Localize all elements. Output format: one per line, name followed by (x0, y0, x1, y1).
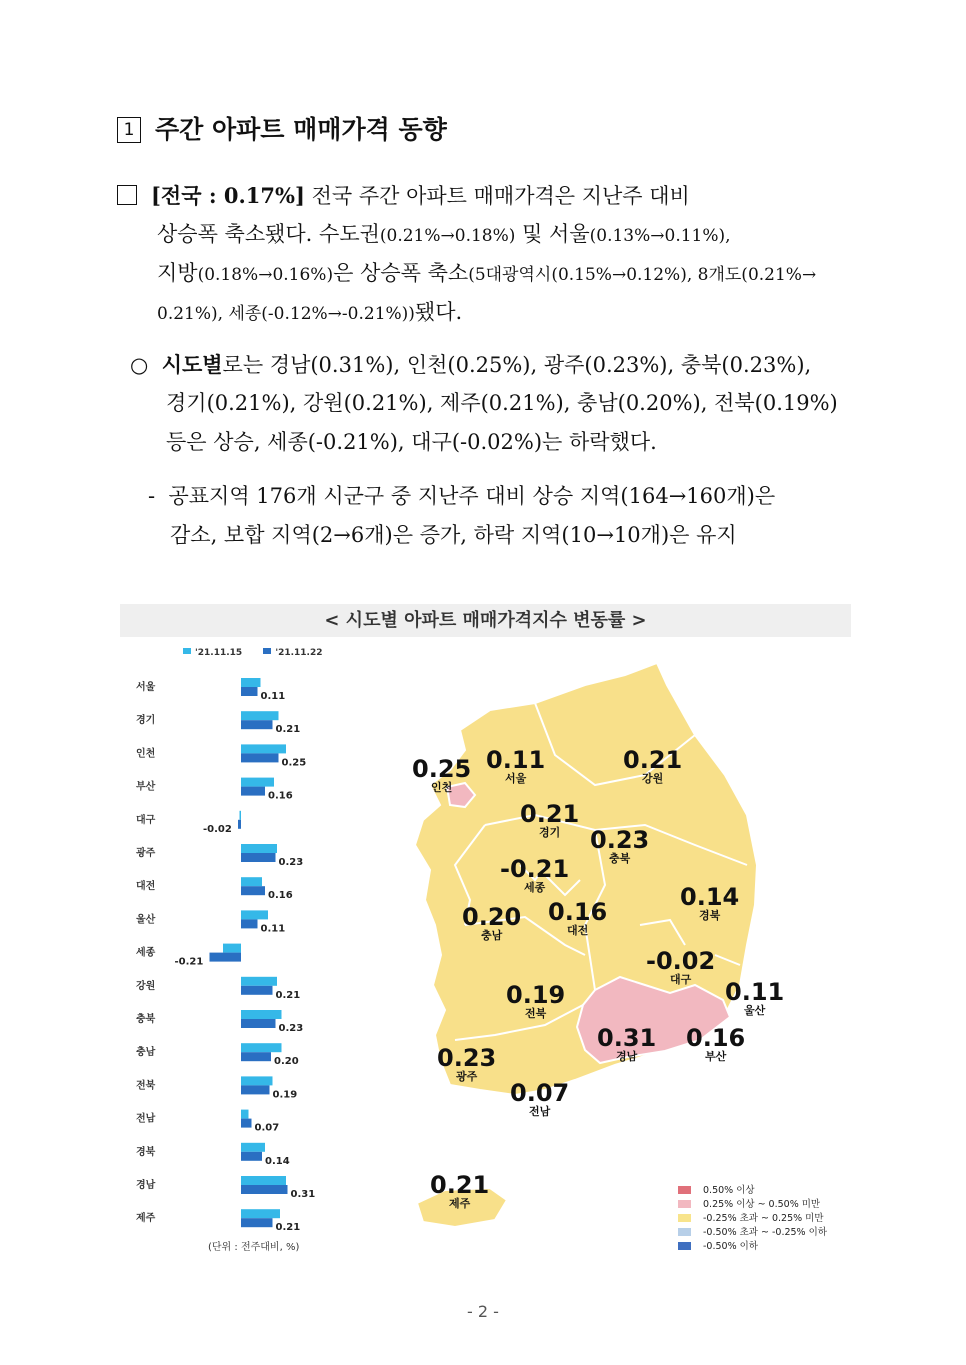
map-region-name: 부산 (704, 1050, 727, 1063)
map-region-value: 0.23 (590, 826, 650, 854)
unit-note: (단위 : 전주대비, %) (208, 1242, 300, 1253)
value-label: 0.19 (272, 1089, 298, 1101)
summary-text: (0.21%→0.18%) (379, 226, 516, 246)
map-legend-item (678, 1240, 827, 1254)
page-number: - 2 - (467, 1302, 499, 1321)
map-region-value: 0.16 (686, 1024, 746, 1052)
map-region-name: 대구 (669, 973, 692, 986)
category-label: 울산 (136, 914, 156, 926)
map-region-label (412, 757, 471, 794)
map-region-value: 0.21 (430, 1171, 490, 1199)
value-label: 0.11 (260, 691, 286, 702)
value-label: 0.21 (275, 1222, 301, 1234)
value-label: -0.21 (174, 956, 204, 968)
map-legend-swatch (678, 1228, 691, 1236)
value-label: 0.07 (254, 1122, 280, 1134)
section-title-text: 주간 아파트 매매가격 동향 (155, 115, 447, 144)
map-region-name: 제주 (448, 1197, 471, 1210)
map-region-label (590, 828, 649, 865)
map-region-value: 0.11 (486, 746, 546, 774)
value-label: 0.25 (281, 757, 307, 769)
value-label: 0.23 (278, 857, 304, 868)
map-legend-swatch (678, 1214, 691, 1222)
map-region-label (686, 1026, 745, 1063)
category-label: 충남 (136, 1047, 156, 1059)
map-legend-swatch (678, 1186, 691, 1194)
category-label: 광주 (136, 848, 156, 859)
map-region-value: 0.19 (506, 981, 566, 1009)
map-region-value: 0.07 (510, 1079, 570, 1107)
map-region-name: 강원 (641, 772, 664, 785)
section-number: 1 (117, 117, 141, 143)
map-region-value: 0.11 (725, 978, 785, 1006)
value-label: 0.16 (268, 890, 293, 902)
map-region-name: 경북 (698, 909, 721, 922)
category-label: 전남 (136, 1113, 156, 1125)
category-label: 서울 (136, 682, 156, 693)
map-region-name: 울산 (743, 1004, 766, 1017)
map-region-label (510, 1081, 569, 1118)
value-label: -0.02 (203, 823, 232, 835)
category-label: 부산 (136, 781, 156, 793)
map-region-value: 0.23 (437, 1044, 497, 1072)
legend-label-2: '21.11.22 (275, 648, 323, 658)
value-label: 0.23 (278, 1023, 304, 1034)
category-label: 대구 (136, 814, 156, 826)
map-legend-swatch (678, 1200, 691, 1208)
value-label: 0.21 (275, 724, 301, 736)
map-region-label (486, 748, 545, 785)
category-label: 충북 (136, 1014, 156, 1025)
map-region-name: 광주 (455, 1070, 478, 1083)
legend-label-1: '21.11.15 (195, 648, 243, 658)
bullet-text: 로는 경남(0.31%), 인천(0.25%), 광주(0.23%), 충북(0.23%), (222, 353, 812, 377)
category-label: 경북 (136, 1146, 156, 1158)
map-legend-item (678, 1212, 827, 1226)
summary-text: (5대광역시(0.15%→0.12%), 8개도(0.21%→ (468, 265, 817, 285)
bullet-bold: 시도별 (161, 352, 223, 377)
map-region-name: 대전 (566, 924, 589, 937)
map-region-value: 0.20 (462, 903, 522, 931)
summary-text: 지방 (157, 261, 198, 285)
map-region-value: -0.21 (500, 855, 570, 883)
map-legend-label: 0.50% 이상 (703, 1185, 755, 1196)
map-region-value: -0.02 (646, 947, 716, 975)
value-label: 0.11 (260, 923, 286, 935)
map-region-name: 경기 (538, 826, 561, 839)
map-region-label (506, 983, 565, 1020)
value-label: 0.14 (265, 1155, 290, 1167)
map-region-label (680, 885, 739, 922)
map-legend-item (678, 1198, 827, 1212)
summary-text: 전국 주간 아파트 매매가격은 지난주 대비 (304, 184, 690, 208)
map-region-label (437, 1046, 496, 1083)
map-region-value: 0.16 (548, 898, 608, 926)
map-legend-item (678, 1184, 827, 1198)
map-region-label (462, 905, 521, 942)
map-legend-label: -0.25% 초과 ~ 0.25% 미만 (703, 1213, 824, 1224)
map-region-name: 전남 (528, 1105, 551, 1118)
map-region-label (500, 857, 569, 894)
category-label: 대전 (136, 881, 156, 893)
summary-text: (0.13%→0.11%), (589, 226, 731, 246)
summary-text: (0.18%→0.16%) (197, 265, 334, 285)
category-label: 세종 (136, 947, 156, 959)
map-region-value: 0.14 (680, 883, 740, 911)
map-region-name: 인천 (430, 781, 453, 794)
category-label: 경기 (136, 715, 156, 727)
map-legend-label: -0.50% 이하 (703, 1241, 758, 1252)
category-label: 인천 (136, 748, 156, 760)
summary-text: 상승폭 축소됐다. 수도권 (157, 222, 380, 246)
summary-text: 0.21%), 세종(-0.12%→-0.21%)) (157, 304, 415, 324)
dash-text: 공표지역 176개 시군구 중 지난주 대비 상승 지역(164→160개)은 (168, 484, 776, 508)
summary-national: [전국 : 0.17%] (151, 183, 305, 208)
map-legend (678, 1184, 827, 1254)
map-region-label (725, 980, 784, 1017)
map-legend-label: -0.50% 초과 ~ -0.25% 이하 (703, 1227, 827, 1238)
map-region-name: 전북 (524, 1007, 547, 1020)
category-label: 전북 (136, 1080, 156, 1092)
value-label: 0.31 (290, 1189, 316, 1200)
summary-text: 됐다. (414, 300, 463, 324)
map-region-label (548, 900, 607, 937)
map-region-name: 충북 (608, 852, 631, 865)
category-label: 강원 (136, 980, 156, 992)
bullet-line-3: 등은 상승, 세종(-0.21%), 대구(-0.02%)는 하락했다. (166, 430, 657, 454)
map-region-label (623, 748, 682, 785)
map-legend-label: 0.25% 이상 ~ 0.50% 미만 (703, 1199, 821, 1210)
bullet-marker: ○ (130, 353, 149, 377)
dash-marker: - (148, 484, 156, 508)
value-label: 0.16 (268, 790, 293, 802)
map-region-value: 0.25 (412, 755, 472, 783)
map-region-name: 충남 (480, 929, 503, 942)
category-label: 제주 (136, 1213, 156, 1225)
bullet-line-2: 경기(0.21%), 강원(0.21%), 제주(0.21%), 충남(0.20%), 전북(0.19%) (166, 391, 838, 415)
map-region-label (520, 802, 579, 839)
dash-line-2: 감소, 보합 지역(2→6개)은 증가, 하락 지역(10→10개)은 유지 (170, 523, 737, 547)
map-legend-item (678, 1226, 827, 1240)
map-region-value: 0.21 (520, 800, 580, 828)
map-legend-swatch (678, 1242, 691, 1250)
map-region-name: 세종 (523, 881, 546, 894)
value-label: 0.20 (274, 1056, 299, 1068)
summary-text: 및 서울 (515, 222, 590, 246)
map-region-name: 경남 (615, 1050, 638, 1063)
summary-text: 은 상승폭 축소 (333, 261, 469, 285)
map-region-name: 서울 (504, 772, 527, 785)
map-region-label (646, 949, 715, 986)
category-label: 경남 (136, 1180, 156, 1191)
value-label: 0.21 (275, 989, 301, 1001)
map-region-value: 0.31 (597, 1024, 657, 1052)
map-region-label (597, 1026, 656, 1063)
map-region-label (430, 1173, 489, 1210)
figure-title: < 시도별 아파트 매매가격지수 변동률 > (120, 604, 851, 637)
map-region-value: 0.21 (623, 746, 683, 774)
